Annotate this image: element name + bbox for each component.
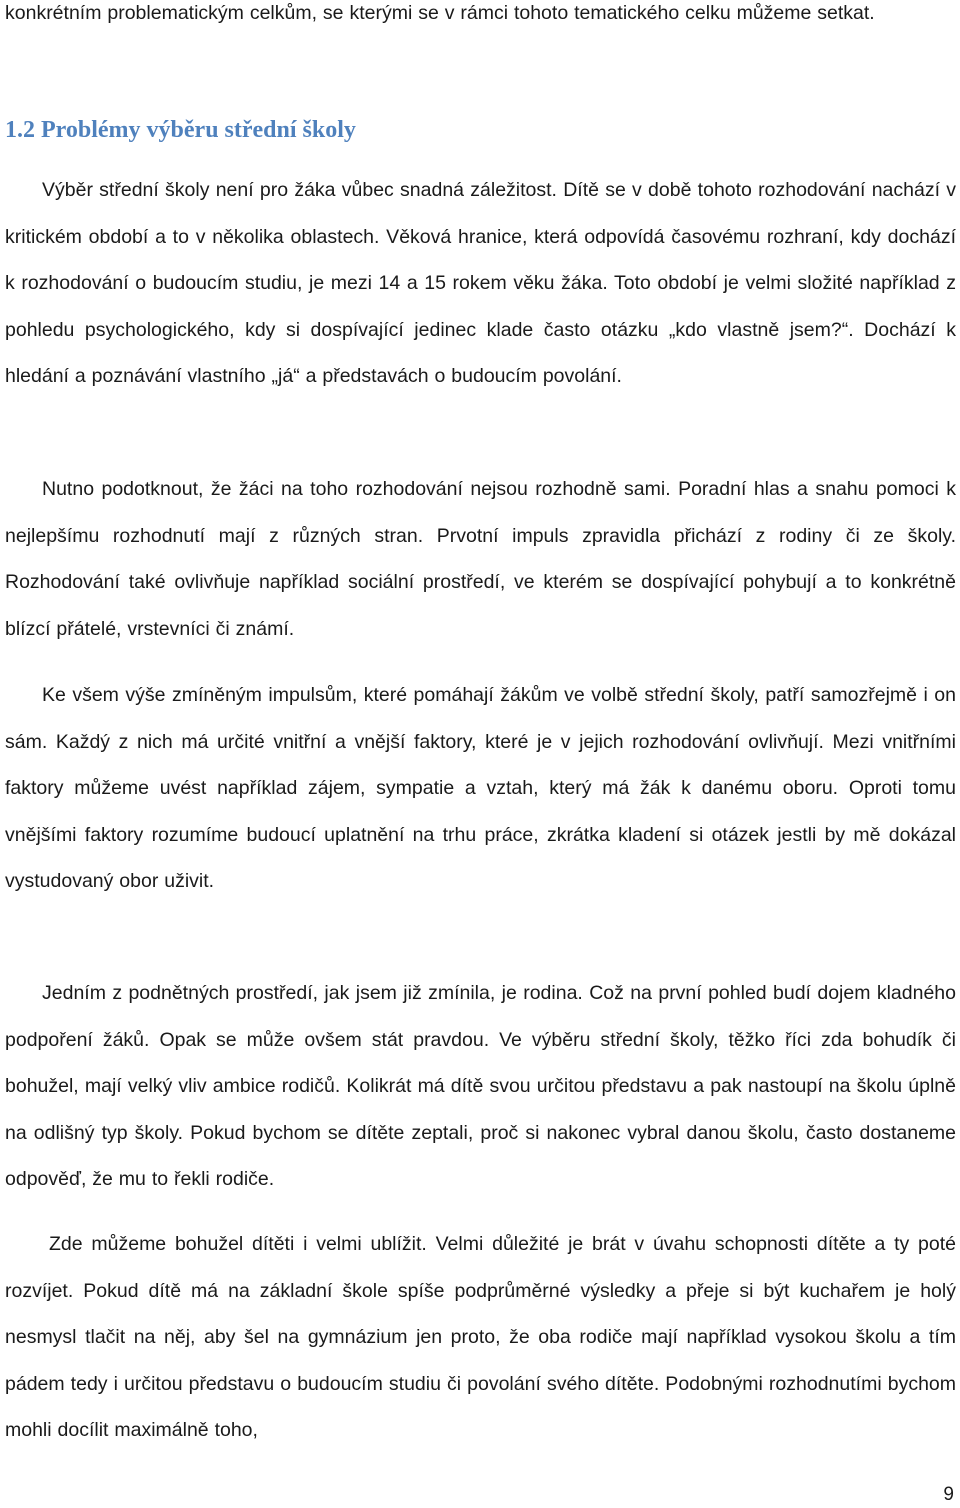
section-heading: 1.2 Problémy výběru střední školy xyxy=(5,117,356,143)
page-number: 9 xyxy=(943,1484,954,1505)
paragraph-4: Jedním z podnětných prostředí, jak jsem již zmínila, je rodina. Což na první pohled budí dojem kladného podpoření žáků. Opak se může ovšem stát pravdou. Ve výběru střední školy, těžko říci zda bohudík či bohužel, mají velký vliv ambice rodičů. Kolikrát má dítě svou určitou představu a pak nastoupí na školu úplně na odlišný typ školy. Pokud bychom se dítěte zeptali, proč si nakonec vybral danou školu, často dostaneme odpověď, že mu to řekli rodiče. xyxy=(5,982,956,1191)
paragraph-1: Výběr střední školy není pro žáka vůbec snadná záležitost. Dítě se v době tohoto rozhodování nachází v kritickém období a to v několika oblastech. Věková hranice, která odpovídá časovému rozhraní, kdy dochází k rozhodování o budoucím studiu, je mezi 14 a 15 rokem věku žáka. Toto období je velmi složité například z pohledu psychologického, kdy si dospívající jedinec klade často otázku „kdo vlastně jsem?“. Dochází k hledání a poznávání vlastního „já“ a představách o budoucím povolání. xyxy=(5,179,956,388)
paragraph-2: Nutno podotknout, že žáci na toho rozhodování nejsou rozhodně sami. Poradní hlas a snahu pomoci k nejlepšímu rozhodnutí mají z různých stran. Prvotní impuls zpravidla přichází z rodiny či ze školy. Rozhodování také ovlivňuje například sociální prostředí, ve kterém se dospívající pohybují a to konkrétně blízcí přátelé, vrstevníci či známí. xyxy=(5,478,956,640)
paragraph-3: Ke všem výše zmíněným impulsům, které pomáhají žákům ve volbě střední školy, patří samozřejmě i on sám. Každý z nich má určité vnitřní a vnější faktory, které je v jejich rozhodování ovlivňují. Mezi vnitřními faktory můžeme uvést například zájem, sympatie a vztah, který má žák k danému oboru. Oproti tomu vnějšími faktory rozumíme budoucí uplatnění na trhu práce, zkrátka kladení si otázek jestli by mě dokázal vystudovaný obor uživit. xyxy=(5,684,956,893)
paragraph-5: Zde můžeme bohužel dítěti i velmi ublížit. Velmi důležité je brát v úvahu schopnosti dítěte a ty poté rozvíjet. Pokud dítě má na základní škole spíše podprůměrné výsledky a přeje si být kuchařem je holý nesmysl tlačit na něj, aby šel na gymnázium jen proto, že oba rodiče mají například vysokou školu a tím pádem tedy i určitou představu o budoucím studiu či povolání svého dítěte. Podobnými rozhodnutími bychom mohli docílit maximálně toho, xyxy=(5,1233,956,1442)
continuation-paragraph: konkrétním problematickým celkům, se kterými se v rámci tohoto tematického celku můžeme setkat. xyxy=(5,2,875,24)
